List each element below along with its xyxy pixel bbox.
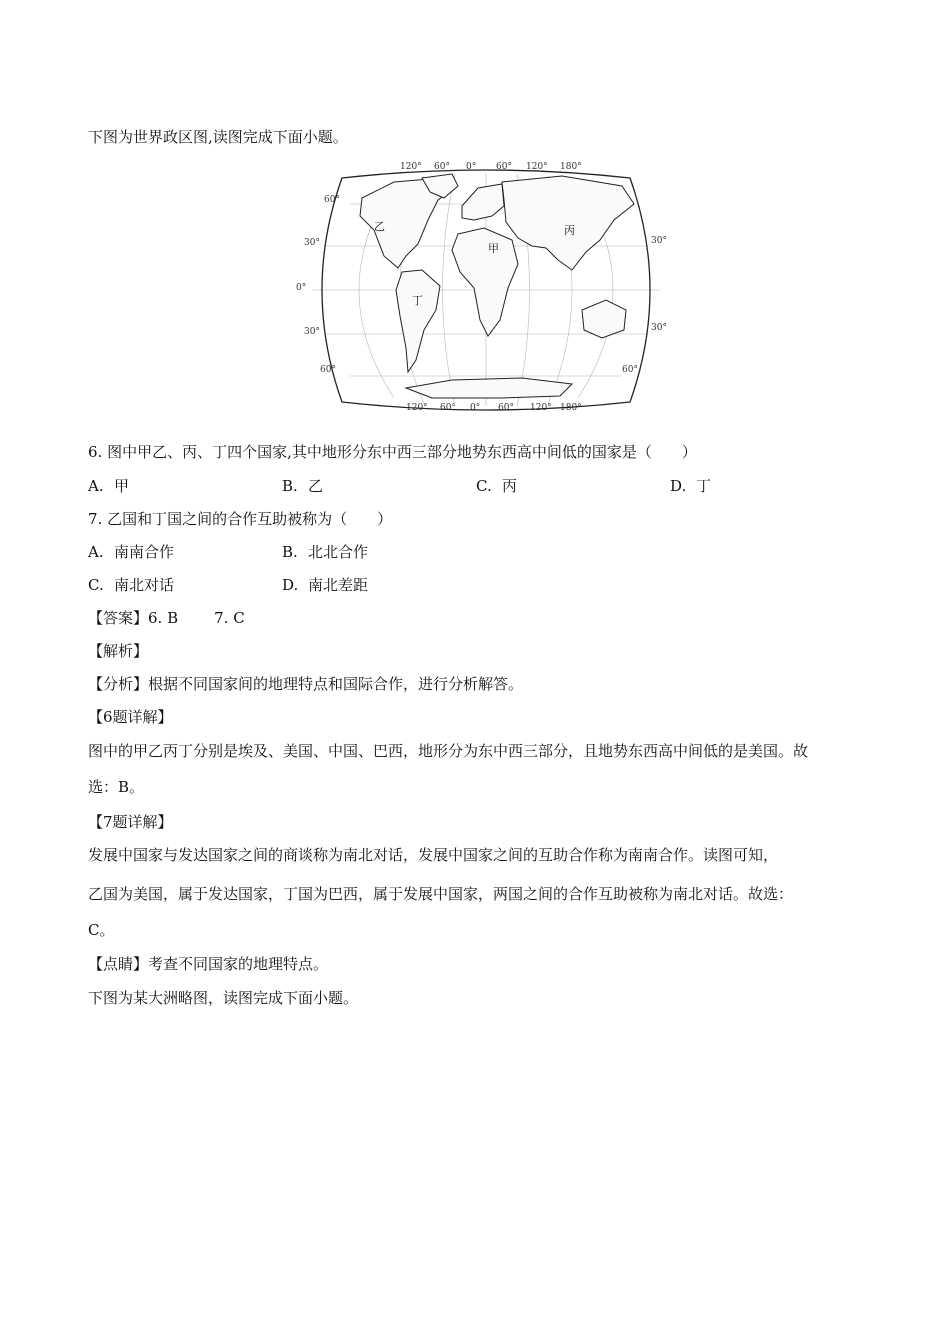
q7-option-b: B. 北北合作: [282, 543, 369, 561]
q6-option-a: A. 甲: [88, 477, 130, 495]
country-label-jia: 甲: [488, 242, 499, 255]
q6-option-b: B. 乙: [282, 477, 324, 495]
south-america-shape: [396, 270, 440, 372]
map-top-label: 0°: [466, 162, 477, 172]
intro-text-2: 下图为某大洲略图，读图完成下面小题。: [88, 989, 359, 1007]
detail-6-line-1: 图中的甲乙丙丁分别是埃及、美国、中国、巴西，地形分为东中西三部分，且地势东西高中间低的是美国。故: [88, 742, 809, 760]
map-bottom-label: 180°: [560, 403, 582, 413]
question-7: 7. 乙国和丁国之间的合作互助被称为（ ）: [88, 510, 393, 528]
q7-option-c: C. 南北对话: [88, 576, 175, 594]
map-top-label: 60°: [496, 162, 512, 172]
map-right-label: 30°: [651, 236, 667, 246]
q6-option-d: D. 丁: [670, 477, 712, 495]
q7-option-d: D. 南北差距: [282, 576, 369, 594]
world-map-figure: [296, 160, 670, 428]
answer-line: [88, 608, 245, 628]
map-bottom-label: 0°: [470, 403, 481, 413]
map-top-label: 180°: [560, 162, 582, 172]
map-left-label: 30°: [304, 238, 320, 248]
map-left-label: 60°: [324, 195, 340, 205]
detail-7-line-2: 乙国为美国，属于发达国家，丁国为巴西，属于发展中国家，两国之间的合作互助被称为南北对话。故选：: [88, 885, 794, 903]
answer-7: 7. C: [214, 609, 245, 627]
question-6: 6. 图中甲乙、丙、丁四个国家,其中地形分东中西三部分地势东西高中间低的国家是（ ）: [88, 443, 697, 461]
analysis-heading: 【解析】: [88, 642, 149, 660]
europe-shape: [462, 184, 504, 220]
country-label-ding: 丁: [412, 294, 423, 307]
fenxi-text: 【分析】根据不同国家间的地理特点和国际合作，进行分析解答。: [88, 675, 524, 693]
answer-6: 6. B: [148, 609, 179, 627]
africa-shape: [452, 228, 518, 336]
detail-7-heading: 【7题详解】: [88, 813, 173, 831]
map-left-label: 30°: [304, 327, 320, 337]
detail-7-line-3: C。: [88, 921, 115, 939]
country-label-yi: 乙: [374, 220, 385, 233]
map-bottom-label: 60°: [498, 403, 514, 413]
country-label-bing: 丙: [564, 224, 575, 237]
map-top-label: 120°: [526, 162, 548, 172]
map-bottom-label: 60°: [440, 403, 456, 413]
intro-text: 下图为世界政区图,读图完成下面小题。: [88, 128, 348, 146]
map-right-label: 30°: [651, 323, 667, 333]
map-top-label: 120°: [400, 162, 422, 172]
map-right-label: 60°: [622, 365, 638, 375]
q6-option-c: C. 丙: [476, 477, 518, 495]
detail-6-line-2: 选：B。: [88, 778, 145, 796]
map-top-label: 60°: [434, 162, 450, 172]
map-bottom-label: 120°: [406, 403, 428, 413]
map-left-label: 60°: [320, 365, 336, 375]
detail-6-heading: 【6题详解】: [88, 708, 173, 726]
map-left-label: 0°: [296, 283, 307, 293]
q7-option-a: A. 南南合作: [88, 543, 175, 561]
dianjing-text: 【点睛】考查不同国家的地理特点。: [88, 955, 329, 973]
detail-7-line-1: 发展中国家与发达国家之间的商谈称为南北对话，发展中国家之间的互助合作称为南南合作。读图可知，: [88, 846, 779, 864]
map-bottom-label: 120°: [530, 403, 552, 413]
answer-label: 【答案】: [88, 609, 149, 627]
asia-shape: [502, 176, 634, 270]
antarctica-shape: [406, 378, 572, 398]
australia-shape: [582, 300, 626, 338]
